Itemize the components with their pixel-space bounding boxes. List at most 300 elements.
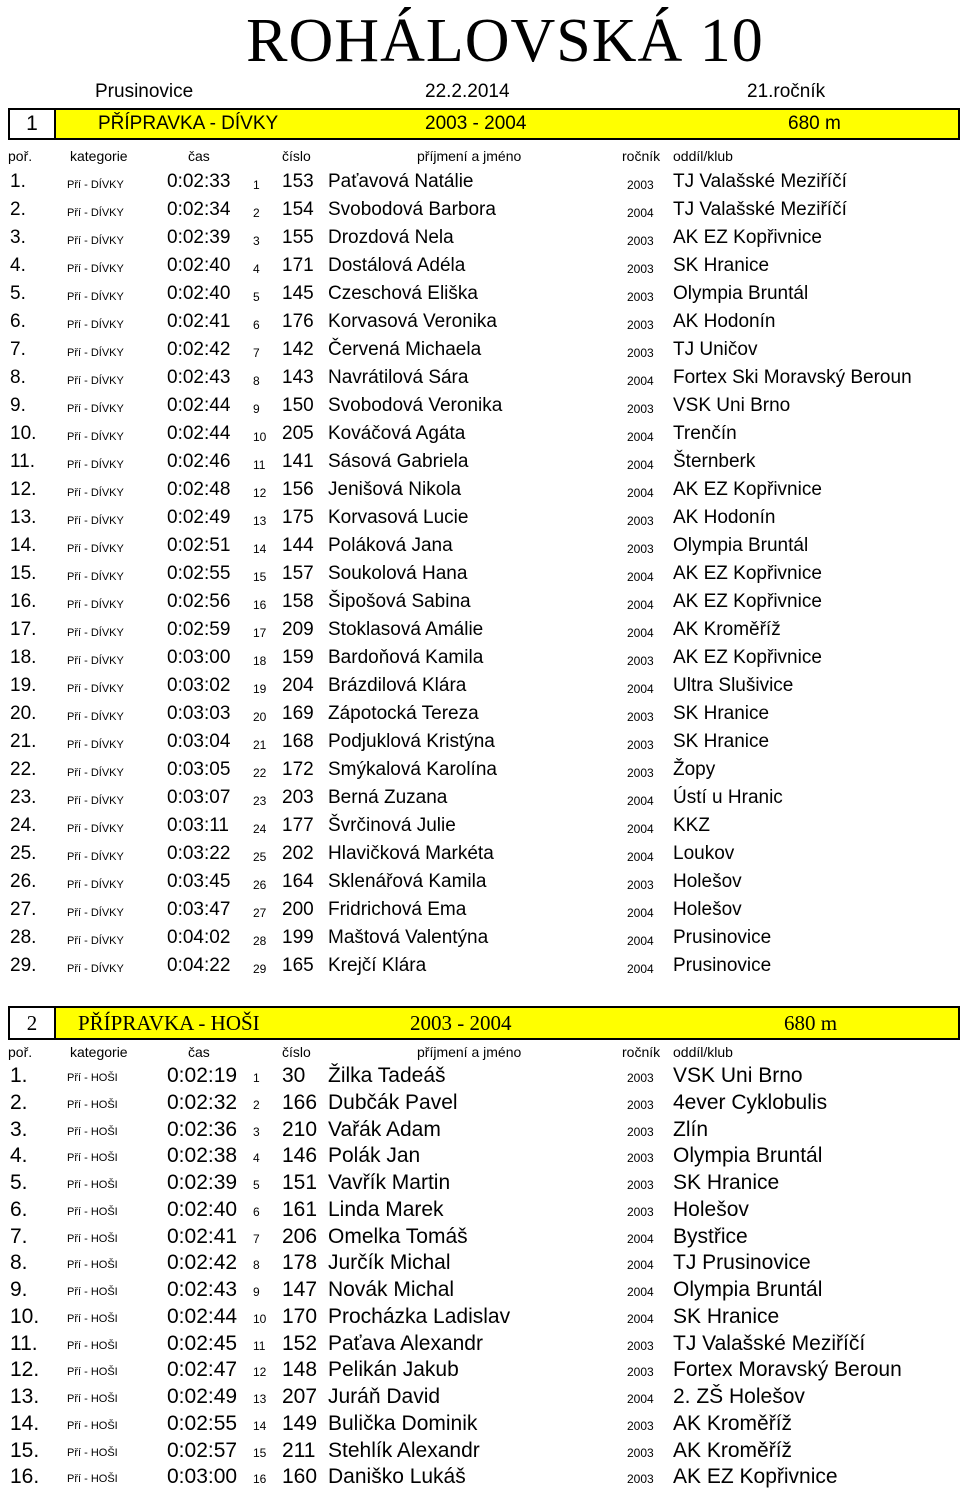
cell-category: Pří - HOŠI	[67, 1339, 118, 1352]
cell-time: 0:03:05	[167, 759, 231, 780]
cell-bib: 210	[282, 1117, 318, 1141]
cell-category: Pří - DÍVKY	[67, 935, 124, 947]
cell-name: Červená Michaela	[328, 339, 482, 360]
cell-category: Pří - HOŠI	[67, 1152, 118, 1165]
cell-time: 0:02:39	[167, 227, 231, 248]
cell-club: Fortex Ski Moravský Beroun	[673, 367, 912, 388]
cell-category: Pří - DÍVKY	[67, 431, 124, 443]
cell-place-number: 1	[253, 1071, 260, 1085]
section-category: PŘÍPRAVKA - DÍVKY	[98, 113, 279, 134]
cell-time: 0:02:39	[167, 1171, 238, 1194]
cell-bib: 164	[282, 871, 314, 892]
cell-name: Juráň David	[328, 1385, 441, 1408]
cell-name: Paťavová Natálie	[328, 171, 474, 192]
cell-place-number: 24	[253, 822, 267, 836]
section-distance: 680 m	[784, 1011, 838, 1035]
cell-name: Švrčinová Julie	[328, 815, 456, 836]
section-years: 2003 - 2004	[410, 1011, 512, 1035]
cell-name: Berná Zuzana	[328, 787, 448, 808]
cell-year: 2004	[627, 430, 654, 444]
cell-name: Navrátilová Sára	[328, 367, 469, 388]
table-row	[0, 1169, 960, 1196]
cell-category: Pří - DÍVKY	[67, 599, 124, 611]
table-row	[0, 308, 960, 336]
cell-place-number: 11	[253, 458, 266, 472]
col-number: číslo	[282, 1044, 311, 1060]
col-category: kategorie	[70, 148, 128, 164]
cell-club: Olympia Bruntál	[673, 283, 809, 304]
cell-year: 2004	[627, 682, 654, 696]
cell-name: Bardoňová Kamila	[328, 647, 484, 668]
cell-year: 2003	[627, 766, 654, 780]
cell-place-number: 18	[253, 654, 267, 668]
col-time: čas	[188, 148, 210, 164]
cell-time: 0:02:47	[167, 1358, 238, 1382]
cell-bib: 165	[282, 955, 314, 976]
cell-bib: 144	[282, 535, 314, 556]
cell-time: 0:02:43	[167, 367, 231, 388]
table-row	[0, 476, 960, 504]
cell-place-number: 12	[253, 486, 267, 500]
cell-year: 2003	[627, 346, 654, 360]
cell-time: 0:02:19	[167, 1064, 238, 1087]
table-row	[0, 896, 960, 924]
cell-bib: 160	[282, 1465, 318, 1489]
cell-category: Pří - DÍVKY	[67, 711, 124, 723]
col-club: oddíl/klub	[673, 1044, 733, 1060]
cell-bib: 211	[282, 1438, 316, 1462]
cell-club: TJ Prusinovice	[673, 1251, 811, 1275]
cell-place-number: 21	[253, 738, 267, 752]
cell-category: Pří - HOŠI	[67, 1072, 118, 1084]
cell-year: 2003	[627, 318, 654, 332]
cell-place-number: 11	[253, 1338, 266, 1353]
table-row	[0, 1330, 960, 1357]
table-row	[0, 952, 960, 980]
cell-year: 2004	[627, 850, 654, 864]
cell-time: 0:02:36	[167, 1117, 238, 1141]
cell-time: 0:03:04	[167, 731, 231, 752]
col-rank: poř.	[8, 1044, 33, 1060]
col-time: čas	[188, 1044, 210, 1060]
cell-name: Hlavičková Markéta	[328, 843, 494, 864]
cell-rank: 26.	[10, 871, 37, 892]
cell-rank: 8.	[10, 367, 26, 388]
cell-club: Fortex Moravský Beroun	[673, 1358, 902, 1382]
cell-place-number: 2	[253, 206, 260, 220]
table-row	[0, 840, 960, 868]
section-header-boys	[8, 1006, 960, 1040]
cell-category: Pří - HOŠI	[67, 1125, 118, 1138]
cell-name: Drozdová Nela	[328, 227, 454, 248]
cell-club: AK EZ Kopřivnice	[673, 1465, 838, 1489]
cell-rank: 5.	[10, 283, 26, 304]
cell-bib: 152	[282, 1331, 318, 1355]
cell-place-number: 16	[253, 598, 267, 612]
cell-club: Žopy	[673, 759, 716, 780]
cell-club: SK Hranice	[673, 703, 770, 724]
section-number: 1	[10, 110, 56, 138]
cell-name: Zápotocká Tereza	[328, 703, 479, 724]
cell-time: 0:02:38	[167, 1144, 238, 1168]
cell-place-number: 4	[253, 1151, 260, 1166]
cell-year: 2003	[627, 514, 654, 528]
cell-club: AK Hodonín	[673, 311, 776, 332]
cell-rank: 9.	[10, 1278, 28, 1301]
cell-year: 2003	[627, 542, 654, 556]
cell-name: Czeschová Eliška	[328, 283, 478, 304]
cell-name: Soukolová Hana	[328, 563, 468, 584]
cell-club: Olympia Bruntál	[673, 535, 809, 556]
cell-name: Korvasová Veronika	[328, 311, 497, 332]
cell-place-number: 10	[253, 430, 267, 444]
cell-rank: 16.	[10, 1465, 40, 1489]
cell-bib: 151	[282, 1171, 318, 1194]
cell-place-number: 20	[253, 710, 267, 724]
cell-rank: 17.	[10, 619, 37, 640]
cell-year: 2003	[627, 1418, 654, 1433]
cell-category: Pří - DÍVKY	[67, 515, 124, 527]
cell-time: 0:02:42	[167, 1251, 238, 1275]
results-table-girls	[0, 168, 960, 980]
cell-category: Pří - DÍVKY	[67, 627, 124, 639]
cell-category: Pří - DÍVKY	[67, 179, 124, 191]
cell-time: 0:02:41	[167, 1224, 238, 1248]
cell-time: 0:02:34	[167, 199, 231, 220]
cell-club: Holešov	[673, 899, 742, 920]
cell-club: KKZ	[673, 815, 710, 836]
cell-year: 2004	[627, 1311, 654, 1326]
cell-category: Pří - HOŠI	[67, 1446, 118, 1459]
cell-club: Prusinovice	[673, 927, 772, 948]
cell-club: Olympia Bruntál	[673, 1278, 823, 1301]
cell-category: Pří - HOŠI	[67, 1312, 118, 1325]
table-row	[0, 560, 960, 588]
col-name: příjmení a jméno	[417, 148, 522, 164]
cell-bib: 207	[282, 1385, 318, 1408]
col-number: číslo	[282, 148, 311, 164]
table-row	[0, 280, 960, 308]
cell-rank: 15.	[10, 1438, 40, 1462]
table-row	[0, 616, 960, 644]
cell-year: 2003	[627, 234, 654, 248]
cell-time: 0:04:02	[167, 927, 231, 948]
cell-rank: 20.	[10, 703, 37, 724]
results-table-boys	[0, 1062, 960, 1490]
cell-place-number: 9	[253, 1285, 260, 1299]
cell-category: Pří - HOŠI	[67, 1366, 118, 1379]
table-row	[0, 756, 960, 784]
cell-category: Pří - DÍVKY	[67, 963, 124, 975]
cell-place-number: 6	[253, 318, 260, 332]
cell-year: 2004	[627, 486, 654, 500]
cell-place-number: 5	[253, 290, 260, 304]
cell-place-number: 29	[253, 962, 267, 976]
cell-place-number: 12	[253, 1365, 267, 1380]
table-row	[0, 336, 960, 364]
cell-category: Pří - DÍVKY	[67, 263, 124, 275]
cell-club: Trenčín	[673, 423, 737, 444]
table-row	[0, 1142, 960, 1169]
cell-bib: 205	[282, 423, 314, 444]
cell-rank: 19.	[10, 675, 37, 696]
cell-bib: 156	[282, 479, 314, 500]
table-row	[0, 868, 960, 896]
cell-time: 0:03:11	[167, 815, 229, 836]
cell-time: 0:02:33	[167, 171, 231, 192]
table-row	[0, 420, 960, 448]
table-row	[0, 1116, 960, 1143]
cell-name: Dubčák Pavel	[328, 1090, 458, 1114]
cell-category: Pří - HOŠI	[67, 1232, 118, 1245]
cell-place-number: 26	[253, 878, 267, 892]
cell-time: 0:03:22	[167, 843, 231, 864]
cell-club: Loukov	[673, 843, 735, 864]
cell-name: Fridrichová Ema	[328, 899, 467, 920]
cell-place-number: 2	[253, 1097, 260, 1112]
cell-club: SK Hranice	[673, 731, 770, 752]
cell-time: 0:03:47	[167, 899, 231, 920]
cell-year: 2003	[627, 710, 654, 724]
cell-year: 2003	[627, 1124, 654, 1139]
cell-year: 2004	[627, 1231, 654, 1246]
cell-category: Pří - HOŠI	[67, 1473, 118, 1486]
cell-rank: 21.	[10, 731, 37, 752]
cell-name: Stoklasová Amálie	[328, 619, 484, 640]
cell-year: 2004	[627, 570, 654, 584]
cell-category: Pří - DÍVKY	[67, 767, 124, 779]
cell-category: Pří - DÍVKY	[67, 907, 124, 919]
cell-bib: 149	[282, 1411, 318, 1435]
cell-place-number: 14	[253, 542, 267, 556]
cell-bib: 202	[282, 843, 314, 864]
cell-place-number: 7	[253, 1231, 260, 1246]
cell-category: Pří - HOŠI	[67, 1205, 118, 1218]
cell-year: 2003	[627, 1097, 654, 1112]
cell-place-number: 22	[253, 766, 267, 780]
cell-club: Holešov	[673, 871, 742, 892]
cell-time: 0:02:44	[167, 1304, 238, 1328]
table-row	[0, 532, 960, 560]
cell-bib: 145	[282, 283, 314, 304]
cell-time: 0:02:40	[167, 1197, 238, 1221]
cell-year: 2003	[627, 290, 654, 304]
cell-name: Svobodová Veronika	[328, 395, 503, 416]
cell-category: Pří - HOŠI	[67, 1179, 118, 1191]
table-row	[0, 364, 960, 392]
cell-category: Pří - DÍVKY	[67, 823, 124, 835]
cell-time: 0:02:43	[167, 1278, 238, 1301]
cell-bib: 209	[282, 619, 314, 640]
cell-rank: 10.	[10, 1304, 40, 1328]
table-row	[0, 392, 960, 420]
cell-year: 2003	[627, 178, 654, 192]
cell-name: Polák Jan	[328, 1144, 421, 1168]
cell-time: 0:02:55	[167, 1411, 238, 1435]
cell-rank: 4.	[10, 1144, 28, 1168]
cell-rank: 1.	[10, 171, 26, 192]
cell-rank: 12.	[10, 1358, 40, 1382]
cell-bib: 157	[282, 563, 314, 584]
col-year: ročník	[622, 148, 661, 164]
cell-club: AK EZ Kopřivnice	[673, 479, 822, 500]
cell-name: Poláková Jana	[328, 535, 453, 556]
cell-category: Pří - DÍVKY	[67, 235, 124, 247]
cell-rank: 11.	[10, 451, 36, 472]
table-row	[0, 448, 960, 476]
cell-time: 0:02:40	[167, 283, 231, 304]
cell-bib: 204	[282, 675, 314, 696]
table-row	[0, 504, 960, 532]
table-row	[0, 1196, 960, 1223]
cell-time: 0:03:07	[167, 787, 231, 808]
race-edition: 21.ročník	[747, 81, 826, 102]
cell-rank: 11.	[10, 1331, 38, 1355]
cell-place-number: 14	[253, 1418, 267, 1433]
cell-rank: 27.	[10, 899, 37, 920]
cell-rank: 14.	[10, 535, 37, 556]
cell-year: 2004	[627, 822, 654, 836]
cell-name: Jurčík Michal	[328, 1251, 451, 1275]
cell-place-number: 23	[253, 794, 267, 808]
cell-club: Holešov	[673, 1197, 749, 1221]
cell-rank: 6.	[10, 1197, 28, 1221]
cell-place-number: 15	[253, 1445, 267, 1460]
cell-place-number: 13	[253, 514, 267, 528]
cell-bib: 168	[282, 731, 314, 752]
table-row	[0, 1410, 960, 1437]
cell-rank: 9.	[10, 395, 26, 416]
section-years: 2003 - 2004	[425, 113, 527, 134]
cell-name: Procházka Ladislav	[328, 1304, 511, 1328]
section-category: PŘÍPRAVKA - HOŠI	[78, 1011, 260, 1035]
cell-category: Pří - DÍVKY	[67, 683, 124, 695]
cell-name: Kováčová Agáta	[328, 423, 466, 444]
cell-place-number: 3	[253, 1124, 260, 1139]
cell-time: 0:03:45	[167, 871, 231, 892]
cell-bib: 158	[282, 591, 314, 612]
column-header-row	[0, 146, 960, 166]
cell-place-number: 9	[253, 402, 260, 416]
cell-club: Olympia Bruntál	[673, 1144, 823, 1168]
table-row	[0, 1276, 960, 1303]
cell-rank: 8.	[10, 1251, 28, 1275]
cell-year: 2004	[627, 906, 654, 920]
table-row	[0, 1062, 960, 1089]
cell-time: 0:03:03	[167, 703, 231, 724]
cell-rank: 15.	[10, 563, 37, 584]
cell-place-number: 7	[253, 346, 260, 360]
table-row	[0, 924, 960, 952]
cell-year: 2003	[627, 1445, 654, 1460]
cell-name: Stehlík Alexandr	[328, 1438, 480, 1462]
cell-category: Pří - DÍVKY	[67, 487, 124, 499]
cell-year: 2003	[627, 1071, 654, 1085]
cell-club: 4ever Cyklobulis	[673, 1090, 828, 1114]
cell-club: Bystřice	[673, 1224, 748, 1248]
cell-category: Pří - DÍVKY	[67, 543, 124, 555]
cell-category: Pří - DÍVKY	[67, 207, 124, 219]
section-header-girls	[8, 108, 960, 140]
cell-bib: 199	[282, 927, 314, 948]
col-year: ročník	[622, 1044, 661, 1060]
cell-name: Svobodová Barbora	[328, 199, 496, 220]
cell-rank: 2.	[10, 1090, 28, 1114]
cell-name: Podjuklová Kristýna	[328, 731, 495, 752]
cell-place-number: 27	[253, 906, 267, 920]
table-row	[0, 1249, 960, 1276]
cell-category: Pří - HOŠI	[67, 1393, 118, 1405]
cell-bib: 200	[282, 899, 314, 920]
cell-club: AK EZ Kopřivnice	[673, 563, 822, 584]
cell-year: 2003	[627, 1151, 654, 1166]
cell-rank: 25.	[10, 843, 37, 864]
cell-time: 0:02:48	[167, 479, 231, 500]
table-row	[0, 196, 960, 224]
table-row	[0, 1089, 960, 1116]
cell-bib: 153	[282, 171, 314, 192]
cell-club: VSK Uni Brno	[673, 395, 791, 416]
cell-club: AK EZ Kopřivnice	[673, 647, 822, 668]
table-row	[0, 1383, 960, 1410]
cell-category: Pří - DÍVKY	[67, 319, 124, 331]
cell-rank: 2.	[10, 199, 26, 220]
cell-year: 2003	[627, 402, 654, 416]
cell-club: 2. ZŠ Holešov	[673, 1385, 805, 1408]
cell-bib: 142	[282, 339, 314, 360]
cell-place-number: 13	[253, 1392, 267, 1406]
cell-time: 0:02:40	[167, 255, 231, 276]
cell-year: 2003	[627, 1365, 654, 1380]
table-row	[0, 588, 960, 616]
cell-bib: 155	[282, 227, 314, 248]
cell-time: 0:03:00	[167, 1465, 238, 1489]
cell-name: Jenišová Nikola	[328, 479, 462, 500]
cell-place-number: 19	[253, 682, 267, 696]
cell-bib: 177	[282, 815, 314, 836]
cell-category: Pří - HOŠI	[67, 1286, 118, 1298]
table-row	[0, 700, 960, 728]
cell-category: Pří - DÍVKY	[67, 739, 124, 751]
cell-rank: 5.	[10, 1171, 28, 1194]
cell-place-number: 8	[253, 1258, 260, 1273]
cell-club: AK EZ Kopřivnice	[673, 591, 822, 612]
cell-year: 2003	[627, 262, 654, 276]
cell-club: Ultra Slušivice	[673, 675, 794, 696]
cell-name: Paťava Alexandr	[328, 1331, 483, 1355]
cell-place-number: 16	[253, 1472, 267, 1487]
cell-bib: 176	[282, 311, 314, 332]
cell-time: 0:02:49	[167, 507, 231, 528]
cell-rank: 12.	[10, 479, 37, 500]
cell-name: Novák Michal	[328, 1278, 455, 1301]
cell-name: Korvasová Lucie	[328, 507, 469, 528]
cell-year: 2003	[627, 1472, 654, 1487]
cell-time: 0:02:44	[167, 395, 231, 416]
cell-club: TJ Uničov	[673, 339, 758, 360]
cell-year: 2003	[627, 1338, 654, 1353]
cell-club: AK Kroměříž	[673, 1438, 793, 1462]
table-row	[0, 728, 960, 756]
cell-bib: 175	[282, 507, 314, 528]
cell-club: VSK Uni Brno	[673, 1064, 803, 1087]
cell-bib: 169	[282, 703, 314, 724]
cell-year: 2004	[627, 934, 654, 948]
cell-place-number: 1	[253, 178, 260, 192]
table-row	[0, 784, 960, 812]
cell-category: Pří - DÍVKY	[67, 879, 124, 891]
cell-year: 2004	[627, 598, 654, 612]
